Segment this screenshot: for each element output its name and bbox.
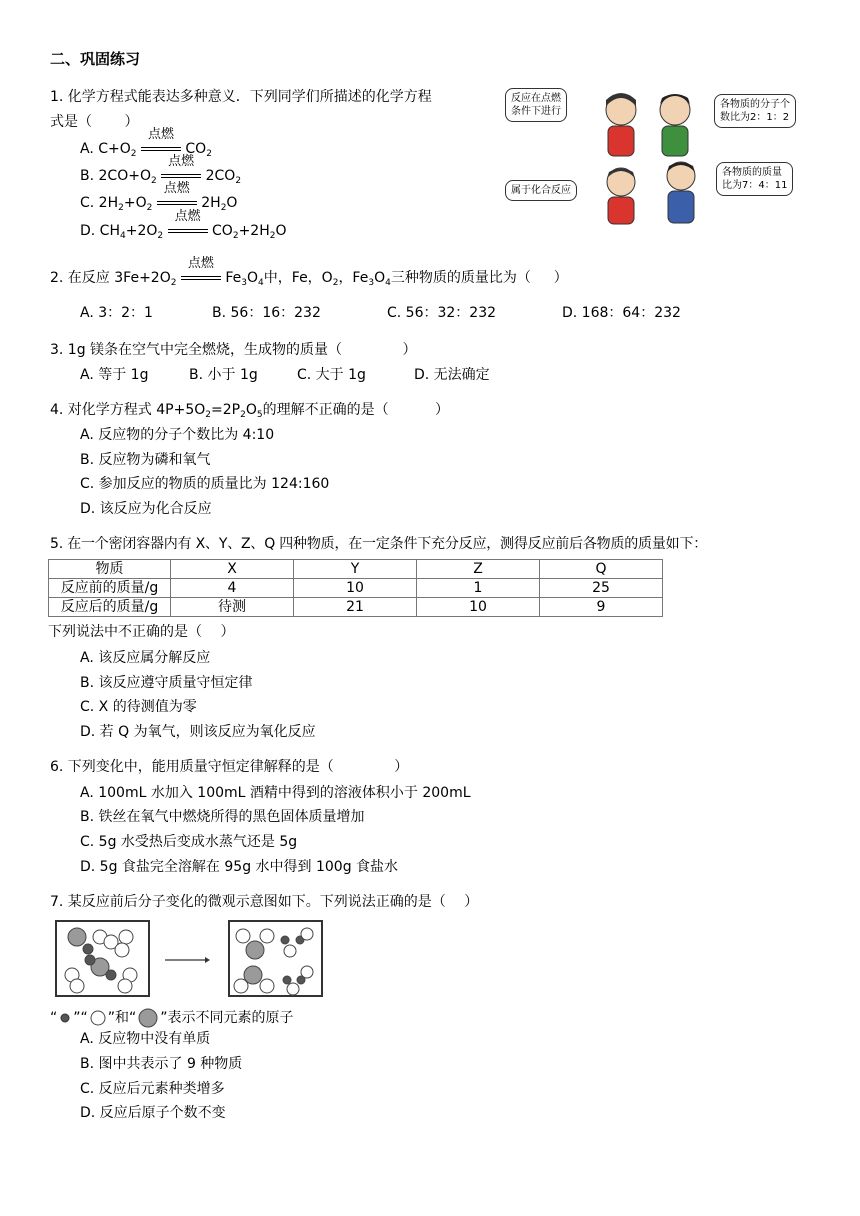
table-cell: 反应后的质量/g (49, 598, 171, 617)
q4-option-b[interactable]: B. 反应物为磷和氧气 (80, 452, 211, 468)
table-cell: 反应前的质量/g (49, 579, 171, 598)
table-row (49, 579, 663, 598)
table-cell: 10 (294, 579, 417, 598)
q5-mass-table (48, 559, 663, 617)
condition-label: 点燃 (187, 256, 214, 271)
molecule-diagram (55, 920, 335, 1000)
table-header-cell: X (171, 560, 294, 579)
table-cell: 待测 (171, 598, 294, 617)
q5-option-d[interactable]: D. 若 Q 为氧气，则该反应为氧化反应 (80, 724, 316, 740)
q5-followup: 下列说法中不正确的是（ ） (48, 624, 235, 640)
q5-stem: 5. 在一个密闭容器内有 X、Y、Z、Q 四种物质，在一定条件下充分反应，测得反应前后各物质的质量如下： (50, 536, 708, 552)
table-cell: 1 (417, 579, 540, 598)
q1-option-d[interactable]: D. $CH_4+2O_2$ 点燃 $CO_2+2H_2O$ (80, 209, 287, 241)
q3-option-b[interactable]: B. 小于 1g (189, 367, 258, 383)
condition-label: 点燃 (163, 181, 190, 196)
table-header-cell: Y (294, 560, 417, 579)
q7-option-c[interactable]: C. 反应后元素种类增多 (80, 1081, 225, 1097)
q4-stem: 4. 对化学方程式 $4P+5O_2=2P_2O_5$的理解不正确的是（ ） (50, 402, 450, 420)
q5-option-c[interactable]: C. X 的待测值为零 (80, 699, 197, 715)
q2-option-d[interactable]: D. 168：64：232 (562, 305, 681, 321)
table-cell: 4 (171, 579, 294, 598)
condition-label: 点燃 (168, 154, 195, 169)
table-row (49, 598, 663, 617)
speech-bubble: 各物质的分子个 数比为2：1：2 (714, 94, 796, 128)
gray-atom-icon (136, 1007, 160, 1029)
q1-option-c[interactable]: C. $2H_2+O_2$ 点燃 $2H_2O$ (80, 181, 238, 213)
q3-option-c[interactable]: C. 大于 1g (297, 367, 366, 383)
table-cell: 25 (540, 579, 663, 598)
q2-option-c[interactable]: C. 56：32：232 (387, 305, 497, 321)
student-figure (650, 88, 700, 158)
small-dark-atom-icon (57, 1012, 73, 1024)
q2-option-a[interactable]: A. 3：2：1 (80, 305, 153, 321)
table-header-cell: Q (540, 560, 663, 579)
q1-stem-line1: 1. 化学方程式能表达多种意义．下列同学们所描述的化学方程 (50, 89, 432, 105)
table-cell: 9 (540, 598, 663, 617)
table-header-cell: 物质 (49, 560, 171, 579)
speech-bubble: 属于化合反应 (505, 180, 577, 201)
q6-option-b[interactable]: B. 铁丝在氧气中燃烧所得的黑色固体质量增加 (80, 809, 365, 825)
table-header-row (49, 560, 663, 579)
q2-option-b[interactable]: B. 56：16：232 (212, 305, 321, 321)
q6-option-d[interactable]: D. 5g 食盐完全溶解在 95g 水中得到 100g 食盐水 (80, 859, 399, 875)
q4-option-a[interactable]: A. 反应物的分子个数比为 4:10 (80, 427, 275, 443)
table-header-cell: Z (417, 560, 540, 579)
q4-option-c[interactable]: C. 参加反应的物质的质量比为 124:160 (80, 476, 330, 492)
student-figure (596, 88, 646, 158)
q5-option-b[interactable]: B. 该反应遵守质量守恒定律 (80, 675, 253, 691)
q5-option-a[interactable]: A. 该反应属分解反应 (80, 650, 211, 666)
q6-stem: 6. 下列变化中，能用质量守恒定律解释的是（ ） (50, 759, 409, 775)
section-title: 二、巩固练习 (50, 50, 141, 68)
table-cell: 21 (294, 598, 417, 617)
q1-option-b[interactable]: B. $2CO+O_2$ 点燃 $2CO_2$ (80, 154, 242, 186)
q3-option-d[interactable]: D. 无法确定 (414, 367, 490, 383)
q6-option-c[interactable]: C. 5g 水受热后变成水蒸气还是 5g (80, 834, 298, 850)
q1-option-a[interactable]: A. $C+O_2$ 点燃 $CO_2$ (80, 127, 212, 159)
q4-option-d[interactable]: D. 该反应为化合反应 (80, 501, 212, 517)
q6-option-a[interactable]: A. 100mL 水加入 100mL 酒精中得到的溶液体积小于 200mL (80, 785, 471, 801)
condition-label: 点燃 (147, 127, 174, 142)
table-cell: 10 (417, 598, 540, 617)
condition-label: 点燃 (174, 209, 201, 224)
speech-bubble: 反应在点燃 条件下进行 (505, 88, 567, 122)
q7-option-d[interactable]: D. 反应后原子个数不变 (80, 1105, 226, 1121)
q7-stem: 7. 某反应前后分子变化的微观示意图如下。下列说法正确的是（ ） (50, 894, 479, 910)
student-figure (596, 162, 646, 226)
q7-option-a[interactable]: A. 反应物中没有单质 (80, 1031, 211, 1047)
q2-stem: 2. 在反应 $3Fe+2O_2$ 点燃 $Fe_3O_4$中，Fe，$O_2$，$Fe_3O_4$三种物质的质量比为（ ） (50, 256, 568, 288)
white-atom-icon (88, 1009, 108, 1027)
student-figure (656, 156, 706, 226)
q7-legend: “ ”“ ”和“ ”表示不同元素的原子 (50, 1007, 294, 1029)
speech-bubble: 各物质的质量 比为7：4：11 (716, 162, 793, 196)
q1-stem-line2: 式是（ ） (50, 114, 139, 130)
q3-stem: 3. 1g 镁条在空气中完全燃烧，生成物的质量（ ） (50, 342, 417, 358)
q3-option-a[interactable]: A. 等于 1g (80, 367, 149, 383)
q7-option-b[interactable]: B. 图中共表示了 9 种物质 (80, 1056, 243, 1072)
